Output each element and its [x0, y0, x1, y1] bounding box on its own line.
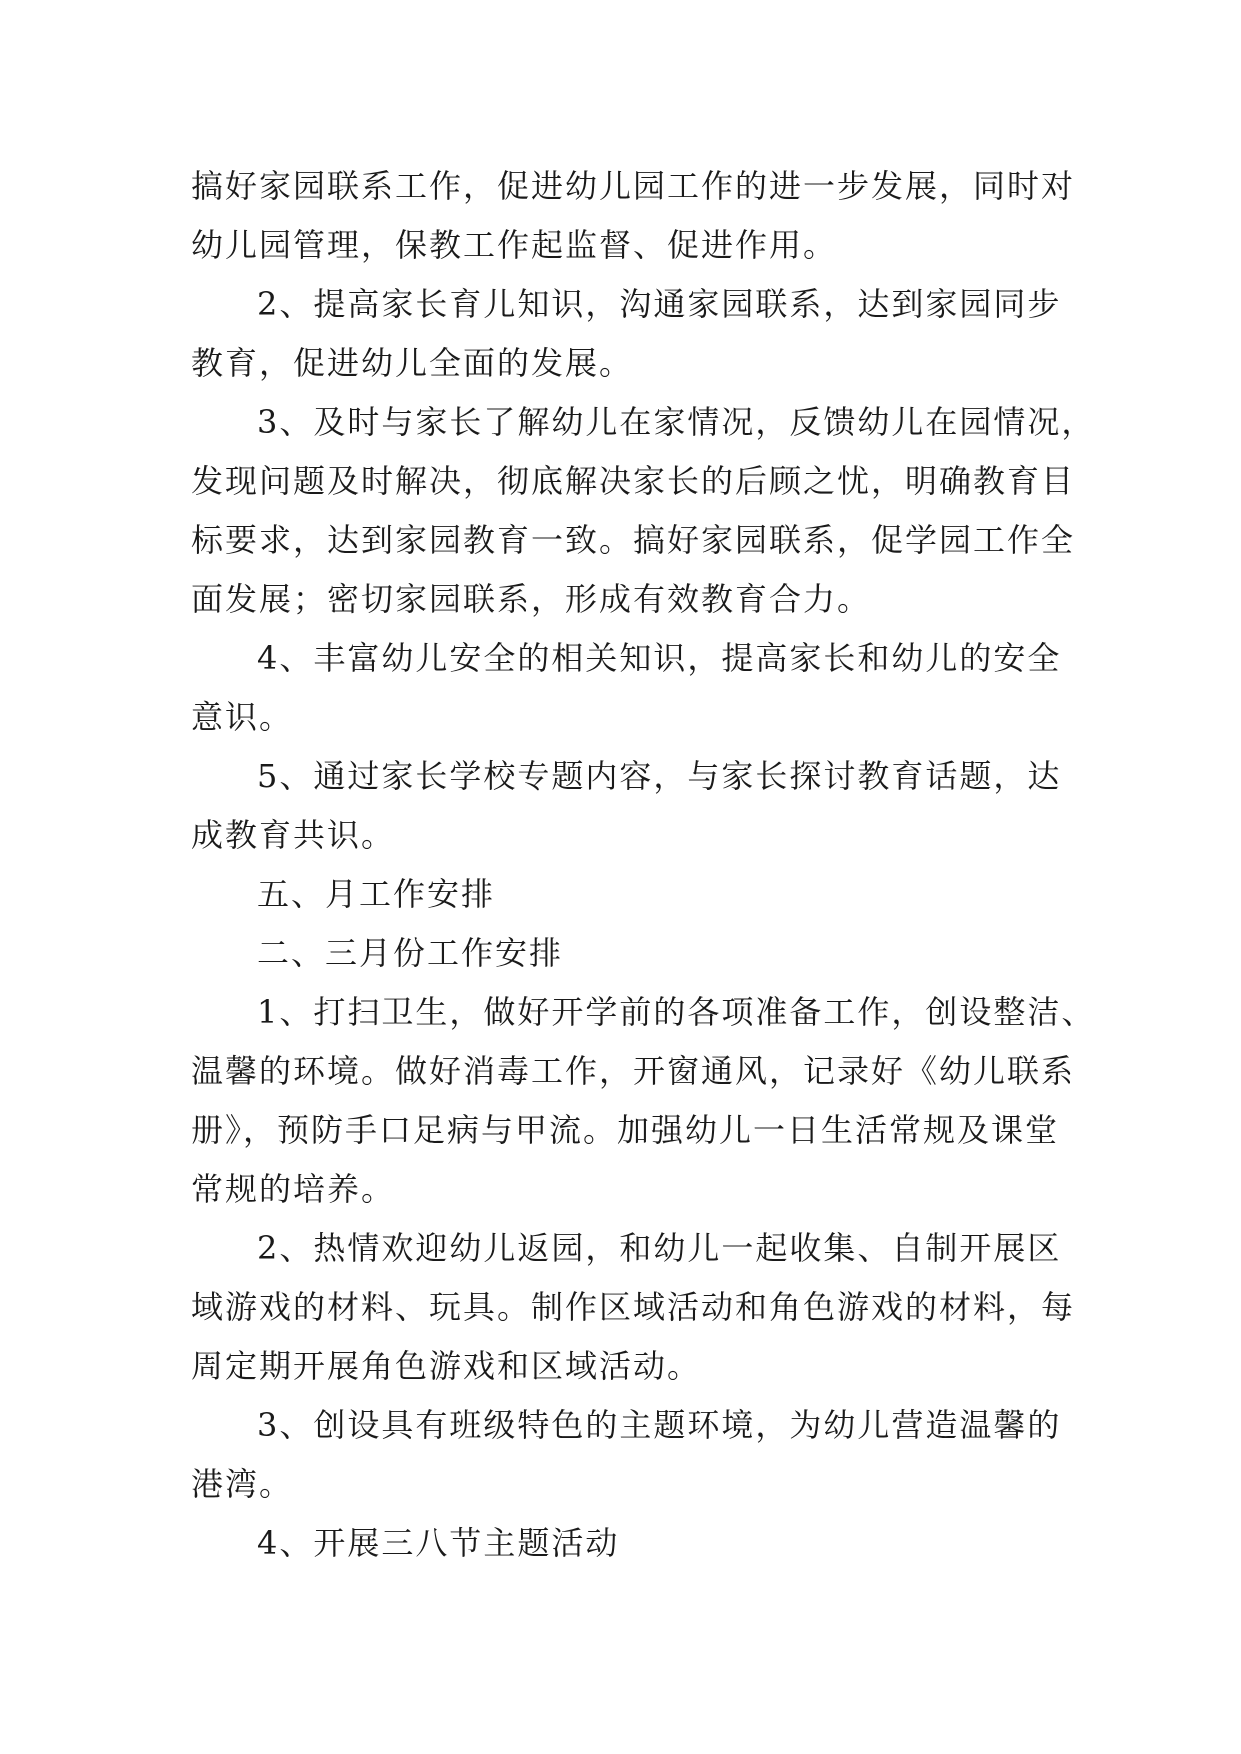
text-line: 发现问题及时解决，彻底解决家长的后顾之忧，明确教育目: [191, 462, 1076, 500]
text-line: 2、提高家长育儿知识，沟通家园联系，达到家园同步: [257, 285, 1062, 323]
text-line: 5、通过家长学校专题内容，与家长探讨教育话题，达: [257, 757, 1062, 795]
text-line: 册》，预防手口足病与甲流。加强幼儿一日生活常规及课堂: [191, 1111, 1060, 1149]
section-heading: 二、三月份工作安排: [257, 934, 564, 972]
text-line: 温馨的环境。做好消毒工作，开窗通风，记录好《幼儿联系: [191, 1052, 1076, 1090]
text-line: 周定期开展角色游戏和区域活动。: [191, 1347, 702, 1385]
text-line: 意识。: [191, 698, 294, 736]
text-line: 4、丰富幼儿安全的相关知识，提高家长和幼儿的安全: [257, 639, 1062, 677]
section-heading: 五、月工作安排: [257, 875, 496, 913]
text-line: 4、开展三八节主题活动: [257, 1524, 620, 1562]
text-line: 3、及时与家长了解幼儿在家情况，反馈幼儿在园情况，: [257, 403, 1096, 441]
text-line: 搞好家园联系工作，促进幼儿园工作的进一步发展，同时对: [191, 167, 1076, 205]
text-line: 域游戏的材料、玩具。制作区域活动和角色游戏的材料，每: [191, 1288, 1076, 1326]
text-line: 教育，促进幼儿全面的发展。: [191, 344, 634, 382]
text-line: 2、热情欢迎幼儿返园，和幼儿一起收集、自制开展区: [257, 1229, 1062, 1267]
text-line: 成教育共识。: [191, 816, 396, 854]
document-body: [191, 157, 1096, 1573]
text-line: 标要求，达到家园教育一致。搞好家园联系，促学园工作全: [191, 521, 1076, 559]
text-line: 1、打扫卫生，做好开学前的各项准备工作，创设整洁、: [257, 993, 1096, 1031]
text-line: 幼儿园管理，保教工作起监督、促进作用。: [191, 226, 838, 264]
text-line: 常规的培养。: [191, 1170, 396, 1208]
text-line: 面发展；密切家园联系，形成有效教育合力。: [191, 580, 872, 618]
text-line: 3、创设具有班级特色的主题环境，为幼儿营造温馨的: [257, 1406, 1062, 1444]
text-line: 港湾。: [191, 1465, 294, 1503]
